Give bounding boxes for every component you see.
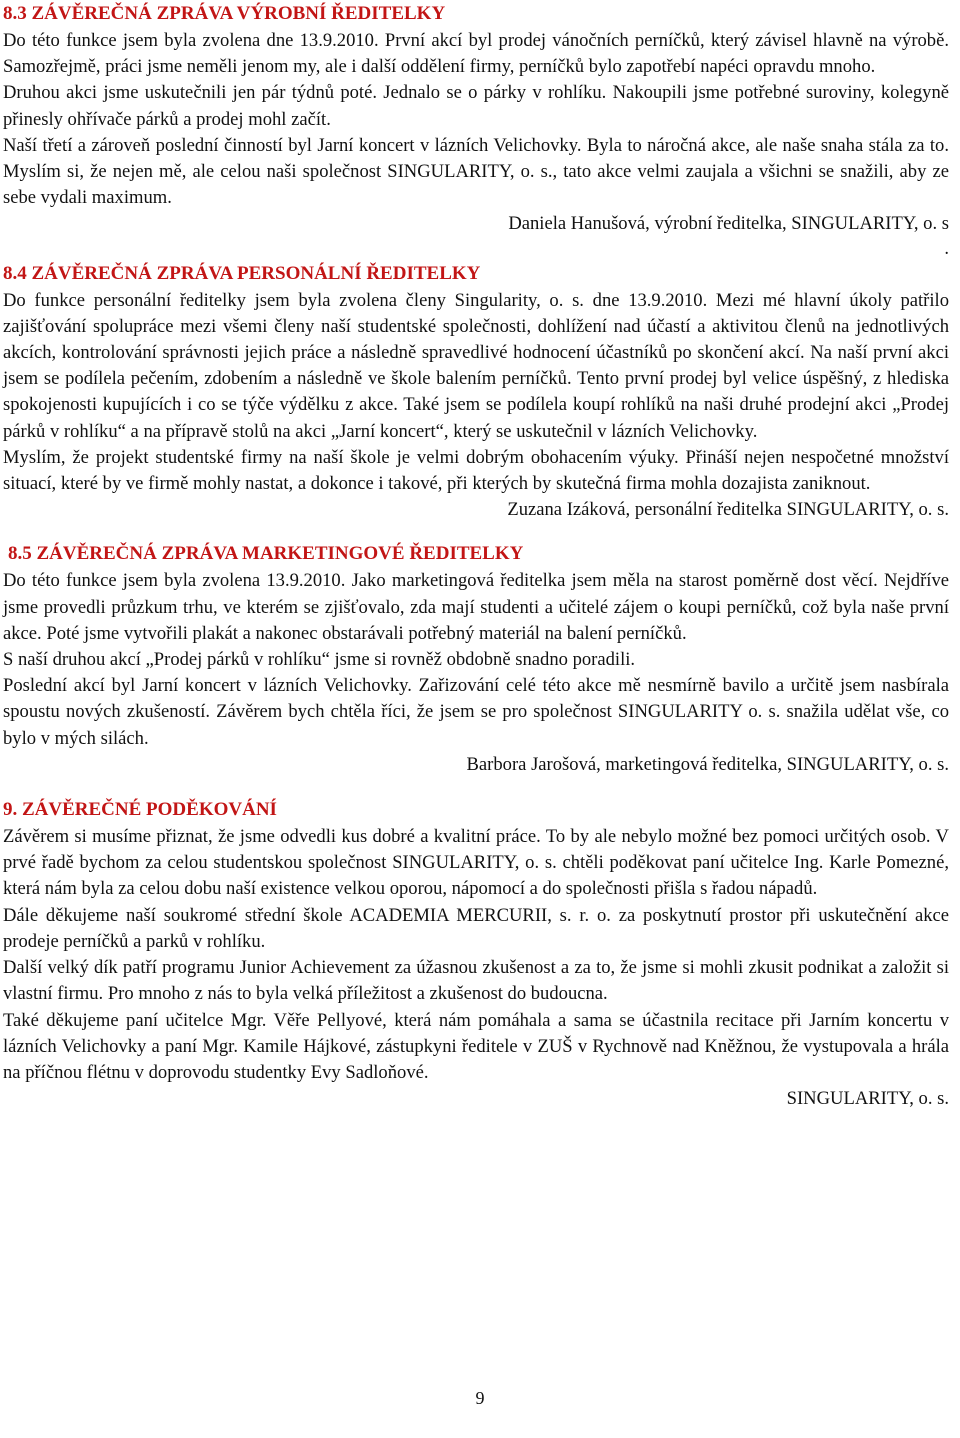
paragraph: S naší druhou akcí „Prodej párků v rohlíku“ jsme si rovněž obdobně snadno poradili. (3, 649, 636, 671)
signature-company: SINGULARITY, o. s. (786, 1088, 949, 1110)
signature-production-director: Daniela Hanušová, výrobní ředitelka, SINGULARITY, o. s (508, 213, 949, 235)
spacer (3, 778, 949, 796)
spacer (3, 523, 949, 540)
paragraph: Poslední akcí byl Jarní koncert v lázních Velichovky. Zařizování celé této akce mě nesmírně bavilo a určitě jsem nasbírala spoustu nových zkušeností. Závěrem bych chtěla říci, že jsem se pro společnost SINGULARITY o. s. snažila udělat vše, co bylo v mých silách. (3, 675, 949, 749)
section-heading-acknowledgements: 9. ZÁVĚREČNÉ PODĚKOVÁNÍ (3, 799, 277, 821)
paragraph: Myslím, že projekt studentské firmy na naší škole je velmi dobrým obohacením výuky. Přináší nejen nespočetné množství situací, které by ve firmě mohly nastat, a dokonce i takové, při kterých by skutečná firma mohla dozajista zaniknout. (3, 446, 949, 495)
section-heading-production: 8.3 ZÁVĚREČNÁ ZPRÁVA VÝROBNÍ ŘEDITELKY (3, 3, 446, 24)
paragraph: Do této funkce jsem byla zvolena dne 13.9.2010. První akcí byl prodej vánočních perníčků, který závisel hlavně na výrobě. Samozřejmě, práci jsme neměli jenom my, ale i další oddělení firmy, perníčků bylo zapotřebí napéci opravdu mnoho. (3, 30, 949, 78)
paragraph: Dále děkujeme naší soukromé střední škole ACADEMIA MERCURII, s. r. o. za poskytnutí prostor při uskutečnění akce prodeje perníčků a parků v rohlíku. (3, 904, 949, 952)
document-page (3, 0, 949, 1112)
paragraph: Do funkce personální ředitelky jsem byla zvolena členy Singularity, o. s. dne 13.9.2010. Mezi mé hlavní úkoly patřilo zajišťování spolupráce mezi všemi členy naší studentské společnosti, dohlížení nad účastí a aktivitou členů na jednotlivých akcích, kontrolování správnosti jejich práce a následně spravedlivé hodnocení účastníků po skončení akcí. Na naší první akci jsem se podílela pečením, zdobením a následně ve škole balením perníčků. Tento první prodej byl velice úspěšný, z hlediska spokojenosti kupujících i co se týče výdělku z akce. Také jsem se podílela koupí rohlíků na naši druhé prodejní akci „Prodej párků v rohlíku“ a na přípravě stolů na akci „Jarní koncert“, který se uskutečnil v lázních Velichovky. (3, 289, 949, 442)
paragraph: Závěrem si musíme přiznat, že jsme odvedli kus dobré a kvalitní práce. To by ale nebylo možné bez pomoci určitých osob. V prvé řadě bychom za celou studentskou společnost SINGULARITY, o. s. chtěli poděkovat paní učitelce Ing. Karle Pomezné, která nám byla za celou dobu naší existence velkou oporou, nápomocí a do společnosti přišla s řadou nápadů. (3, 826, 949, 900)
signature-marketing-director: Barbora Jarošová, marketingová ředitelka, SINGULARITY, o. s. (466, 753, 949, 775)
section-heading-personnel: 8.4 ZÁVĚREČNÁ ZPRÁVA PERSONÁLNÍ ŘEDITELKY (3, 262, 481, 284)
signature-personnel-director: Zuzana Izáková, personální ředitelka SINGULARITY, o. s. (507, 499, 949, 521)
page-number: 9 (475, 1388, 485, 1408)
paragraph: Také děkujeme paní učitelce Mgr. Věře Pellyové, která nám pomáhala a sama se účastnila recitace při Jarním koncertu v lázních Velichovky a paní Mgr. Kamile Hájkové, zástupkyni ředitele v ZUŠ v Rychnově nad Kněžnou, že vystupovala a hrála na příčnou flétnu v doprovodu studentky Evy Sadloňové. (3, 1009, 949, 1083)
paragraph: Druhou akci jsme uskutečnili jen pár týdnů poté. Jednalo se o párky v rohlíku. Nakoupili jsme potřebné suroviny, kolegyně přinesly ohřívače párků a prodej mohl začít. (3, 82, 949, 130)
signature-trailing-dot: . (944, 237, 949, 259)
section-heading-marketing: 8.5 ZÁVĚREČNÁ ZPRÁVA MARKETINGOVÉ ŘEDITELKY (8, 543, 524, 565)
paragraph: Naší třetí a zároveň poslední činností byl Jarní koncert v lázních Velichovky. Byla to náročná akce, ale naše snaha stála za to. Myslím si, že nejen mě, ale celou naši společnost SINGULARITY, o. s., tato akce velmi zaujala a všichni se snažili, aby ze sebe vydali maximum. (3, 134, 949, 209)
paragraph: Do této funkce jsem byla zvolena 13.9.2010. Jako marketingová ředitelka jsem měla na starost poměrně dost věcí. Nejdříve jsme provedli průzkum trhu, ve kterém se zjišťovalo, zda mají studenti a učitelé zájem o koupi perníčků, což byla naše první akce. Poté jsme vytvořili plakát a nakonec obstarávali potřebný materiál na balení perníčků. (3, 570, 949, 644)
paragraph: Další velký dík patří programu Junior Achievement za úžasnou zkušenost a za to, že jsme si mohli zkusit podnikat a založit si vlastní firmu. Pro mnoho z nás to byla velká příležitost a zkušenost do budoucna. (3, 957, 949, 1005)
